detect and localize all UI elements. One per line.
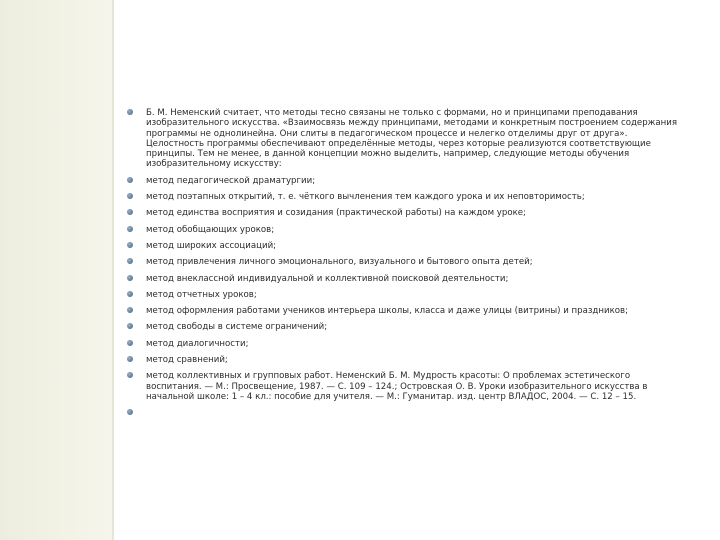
bullet-dot-icon bbox=[127, 291, 133, 297]
bullet-text: метод обобщающих уроков; bbox=[146, 224, 275, 235]
bullet-dot-icon bbox=[127, 340, 133, 346]
bullet-text: метод поэтапных открытий, т. е. чёткого вычленения тем каждого урока и их неповторимость; bbox=[146, 192, 585, 203]
bullet-dot-icon bbox=[127, 372, 133, 378]
bullet-dot-icon bbox=[127, 275, 133, 281]
bullet-item-method bbox=[124, 241, 684, 251]
bullet-item-method bbox=[124, 257, 684, 267]
bullet-item-empty bbox=[124, 408, 684, 418]
bullet-item-method bbox=[124, 225, 684, 235]
bullet-item-method-references bbox=[124, 371, 684, 402]
bullet-list bbox=[124, 108, 684, 418]
bullet-text: метод диалогичности; bbox=[146, 338, 249, 349]
bullet-text: метод сравнений; bbox=[146, 355, 228, 366]
bullet-text: метод единства восприятия и созидания (практической работы) на каждом уроке; bbox=[146, 208, 526, 219]
bullet-item-method bbox=[124, 176, 684, 186]
side-panel-divider bbox=[112, 0, 114, 540]
bullet-dot-icon bbox=[127, 307, 133, 313]
bullet-item-method bbox=[124, 208, 684, 218]
decorative-side-panel bbox=[0, 0, 112, 540]
bullet-dot-icon bbox=[127, 226, 133, 232]
bullet-dot-icon bbox=[127, 109, 133, 115]
bullet-item-method bbox=[124, 192, 684, 202]
bullet-text: метод отчетных уроков; bbox=[146, 289, 257, 300]
bullet-dot-icon bbox=[127, 258, 133, 264]
bullet-dot-icon bbox=[127, 193, 133, 199]
bullet-text: метод педагогической драматургии; bbox=[146, 175, 316, 186]
slide-content bbox=[124, 108, 684, 424]
bullet-text: метод оформления работами учеников интерьера школы, класса и даже улицы (витрины) и праздников; bbox=[146, 306, 628, 317]
bullet-item-method bbox=[124, 322, 684, 332]
bullet-item-intro bbox=[124, 108, 684, 170]
bullet-text: метод привлечения личного эмоционального, визуального и бытового опыта детей; bbox=[146, 257, 533, 268]
bullet-text: Б. М. Неменский считает, что методы тесно связаны не только с формами, но и принципами преподавания изобразительного искусства. «Взаимосвязь между принципами, методами и конкретным построением содержания программы не однолинейна. Они слиты в педагогическом процессе и нелегко отделимы друг от друга». Целостность программы обеспечивают определённые методы, через которые реализуются соответствующие принципы. Тем не менее, в данной концепции можно выделить, например, следующие методы обучения изобразительному искусству: bbox=[146, 108, 678, 170]
bullet-dot-icon bbox=[127, 209, 133, 215]
bullet-dot-icon bbox=[127, 242, 133, 248]
bullet-dot-icon bbox=[127, 177, 133, 183]
bullet-dot-icon bbox=[127, 356, 133, 362]
bullet-item-method bbox=[124, 274, 684, 284]
bullet-item-method bbox=[124, 290, 684, 300]
bullet-dot-icon bbox=[127, 323, 133, 329]
bullet-text: метод коллективных и групповых работ. Неменский Б. М. Мудрость красоты: О проблемах эстетического воспитания. — М.: Просвещение, 1987. — С. 109 – 124.; Островская О. В. Уроки изобразительного искусства в начальной школе: 1 – 4 кл.: пособие для учителя. — М.: Гуманитар. изд. центр ВЛАДОС, 2004. — С. 12 – 15. bbox=[146, 371, 648, 402]
bullet-item-method bbox=[124, 339, 684, 349]
bullet-text: метод широких ассоциаций; bbox=[146, 240, 277, 251]
bullet-text: метод внеклассной индивидуальной и коллективной поисковой деятельности; bbox=[146, 273, 509, 284]
bullet-text: метод свободы в системе ограничений; bbox=[146, 322, 328, 333]
bullet-item-method bbox=[124, 306, 684, 316]
bullet-dot-icon bbox=[127, 409, 133, 415]
bullet-item-method bbox=[124, 355, 684, 365]
